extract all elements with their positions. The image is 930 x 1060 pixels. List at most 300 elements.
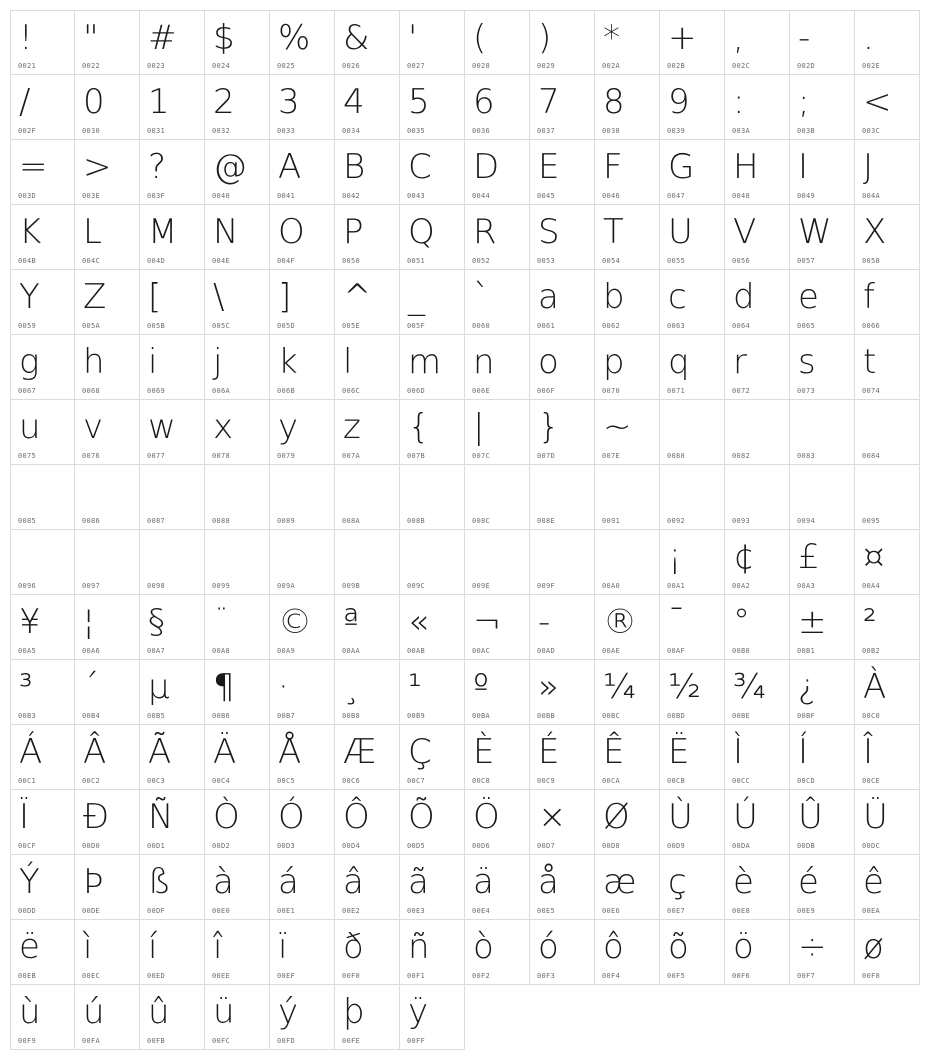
glyph-char: % <box>278 18 311 58</box>
glyph-char: ÿ <box>408 992 429 1032</box>
glyph-code: 00F1 <box>407 972 426 980</box>
glyph-code: 006D <box>407 387 426 395</box>
glyph-code: 0043 <box>407 192 426 200</box>
glyph-cell <box>660 140 725 205</box>
glyph-code: 0074 <box>862 387 881 395</box>
glyph-code: 0024 <box>212 62 231 70</box>
glyph-cell <box>270 660 335 725</box>
glyph-code: 008E <box>537 517 556 525</box>
glyph-code: 00F9 <box>18 1037 37 1045</box>
glyph-char: j <box>213 342 223 382</box>
glyph-cell <box>530 335 595 400</box>
glyph-code: 00E6 <box>602 907 621 915</box>
glyph-cell <box>855 465 920 530</box>
glyph-code: 00B7 <box>277 712 296 720</box>
glyph-cell <box>400 10 465 75</box>
glyph-char: R <box>473 212 497 252</box>
glyph-code: 0067 <box>18 387 37 395</box>
glyph-char: _ <box>408 277 425 317</box>
glyph-char: 8 <box>603 82 625 122</box>
glyph-code: 00D1 <box>147 842 166 850</box>
glyph-cell <box>790 205 855 270</box>
glyph-cell <box>10 140 75 205</box>
glyph-char: Å <box>278 732 302 772</box>
glyph-cell <box>75 530 140 595</box>
glyph-cell <box>140 10 205 75</box>
glyph-char: » <box>538 667 559 707</box>
glyph-code: 0077 <box>147 452 166 460</box>
glyph-cell <box>855 660 920 725</box>
glyph-char: - <box>798 18 811 58</box>
glyph-char: ù <box>19 992 41 1032</box>
glyph-char: e <box>798 277 819 317</box>
glyph-char: - <box>538 602 551 642</box>
glyph-cell <box>465 75 530 140</box>
glyph-char: È <box>473 732 495 772</box>
glyph-code: 00CC <box>732 777 751 785</box>
glyph-cell <box>790 855 855 920</box>
glyph-code: 007C <box>472 452 491 460</box>
glyph-code: 00DB <box>797 842 816 850</box>
glyph-char: K <box>19 212 42 252</box>
glyph-char: Ë <box>668 732 690 772</box>
glyph-char: : <box>733 82 745 122</box>
glyph-code: 0045 <box>537 192 556 200</box>
glyph-code: 0092 <box>667 517 686 525</box>
glyph-cell <box>335 205 400 270</box>
glyph-char: I <box>798 147 809 187</box>
glyph-code: 00F3 <box>537 972 556 980</box>
glyph-cell <box>335 790 400 855</box>
glyph-char: Ñ <box>148 797 174 837</box>
glyph-code: 007D <box>537 452 556 460</box>
glyph-code: 006C <box>342 387 361 395</box>
glyph-char: < <box>863 82 892 122</box>
glyph-char: ' <box>408 18 418 58</box>
glyph-code: 0032 <box>212 127 231 135</box>
glyph-char: > <box>83 147 112 187</box>
glyph-code: 009A <box>277 582 296 590</box>
glyph-char: g <box>19 342 40 382</box>
glyph-char: ° <box>733 602 750 642</box>
glyph-code: 002A <box>602 62 621 70</box>
glyph-cell <box>75 75 140 140</box>
glyph-char: Ã <box>148 732 172 772</box>
glyph-code: 00D6 <box>472 842 491 850</box>
glyph-char: C <box>408 147 432 187</box>
glyph-cell <box>660 335 725 400</box>
glyph-cell <box>205 660 270 725</box>
glyph-cell <box>140 530 205 595</box>
glyph-cell <box>855 270 920 335</box>
glyph-code: 00B1 <box>797 647 816 655</box>
glyph-cell <box>790 725 855 790</box>
glyph-cell <box>790 465 855 530</box>
glyph-char: l <box>343 342 353 382</box>
glyph-code: 0094 <box>797 517 816 525</box>
glyph-cell <box>205 920 270 985</box>
glyph-cell <box>855 855 920 920</box>
glyph-code: 00BA <box>472 712 491 720</box>
glyph-char: i <box>148 342 158 382</box>
glyph-code: 0029 <box>537 62 556 70</box>
glyph-char: Ð <box>83 797 110 837</box>
glyph-code: 0026 <box>342 62 361 70</box>
glyph-cell <box>595 595 660 660</box>
glyph-cell <box>465 335 530 400</box>
glyph-char: 9 <box>668 82 690 122</box>
glyph-code: 0056 <box>732 257 751 265</box>
glyph-code: 005C <box>212 322 231 330</box>
glyph-cell <box>465 595 530 660</box>
glyph-char: Ç <box>408 732 432 772</box>
glyph-cell <box>10 75 75 140</box>
glyph-cell <box>725 400 790 465</box>
glyph-code: 002D <box>797 62 816 70</box>
glyph-grid <box>10 10 920 1050</box>
glyph-cell <box>595 725 660 790</box>
glyph-code: 007A <box>342 452 361 460</box>
glyph-code: 00E4 <box>472 907 491 915</box>
glyph-char: Þ <box>83 862 104 902</box>
glyph-cell <box>140 400 205 465</box>
glyph-code: 00D0 <box>82 842 101 850</box>
glyph-cell <box>660 205 725 270</box>
glyph-code: 00D7 <box>537 842 556 850</box>
glyph-char: X <box>863 212 887 252</box>
glyph-code: 0055 <box>667 257 686 265</box>
glyph-code: 0047 <box>667 192 686 200</box>
glyph-cell <box>10 270 75 335</box>
glyph-char: 6 <box>473 82 495 122</box>
glyph-cell <box>465 920 530 985</box>
glyph-code: 005A <box>82 322 101 330</box>
glyph-cell <box>140 660 205 725</box>
glyph-char: U <box>668 212 693 252</box>
glyph-code: 0062 <box>602 322 621 330</box>
glyph-code: 00CA <box>602 777 621 785</box>
glyph-char: û <box>148 992 170 1032</box>
glyph-code: 004B <box>18 257 37 265</box>
glyph-char: Q <box>408 212 435 252</box>
glyph-code: 00A4 <box>862 582 881 590</box>
glyph-code: 0044 <box>472 192 491 200</box>
glyph-cell <box>10 400 75 465</box>
glyph-char: à <box>213 862 234 902</box>
glyph-code: 00DD <box>18 907 37 915</box>
glyph-cell <box>790 595 855 660</box>
glyph-code: 00D8 <box>602 842 621 850</box>
glyph-code: 0069 <box>147 387 166 395</box>
glyph-cell <box>140 725 205 790</box>
glyph-cell <box>725 790 790 855</box>
glyph-code: 00DA <box>732 842 751 850</box>
glyph-cell <box>465 725 530 790</box>
glyph-code: 00B8 <box>342 712 361 720</box>
glyph-char: ~ <box>603 407 632 447</box>
glyph-code: 00AE <box>602 647 621 655</box>
glyph-cell <box>855 10 920 75</box>
glyph-code: 00E8 <box>732 907 751 915</box>
glyph-char: + <box>668 18 697 58</box>
glyph-cell <box>10 725 75 790</box>
glyph-cell <box>465 270 530 335</box>
glyph-code: 00E1 <box>277 907 296 915</box>
glyph-code: 0086 <box>82 517 101 525</box>
glyph-cell <box>855 400 920 465</box>
glyph-char: P <box>343 212 364 252</box>
glyph-code: 003D <box>18 192 37 200</box>
glyph-code: 004D <box>147 257 166 265</box>
glyph-code: 00FC <box>212 1037 231 1045</box>
glyph-code: 00FD <box>277 1037 296 1045</box>
glyph-code: 00BD <box>667 712 686 720</box>
glyph-cell <box>270 270 335 335</box>
glyph-code: 00A9 <box>277 647 296 655</box>
glyph-cell <box>140 790 205 855</box>
glyph-char: ¡ <box>668 537 682 577</box>
glyph-cell <box>140 205 205 270</box>
glyph-code: 0054 <box>602 257 621 265</box>
glyph-cell <box>75 465 140 530</box>
glyph-cell <box>335 920 400 985</box>
glyph-char: # <box>148 18 177 58</box>
glyph-char: x <box>213 407 234 447</box>
glyph-code: 0028 <box>472 62 491 70</box>
glyph-code: 00A7 <box>147 647 166 655</box>
glyph-cell <box>465 660 530 725</box>
glyph-char: Ï <box>19 797 30 837</box>
glyph-char: Z <box>83 277 107 317</box>
glyph-cell <box>660 75 725 140</box>
glyph-cell <box>400 855 465 920</box>
glyph-char: ± <box>798 602 827 642</box>
glyph-cell <box>205 790 270 855</box>
glyph-char: = <box>19 147 48 187</box>
glyph-code: 00B5 <box>147 712 166 720</box>
glyph-cell <box>790 790 855 855</box>
glyph-code: 00EC <box>82 972 101 980</box>
glyph-code: 00EB <box>18 972 37 980</box>
glyph-code: 002E <box>862 62 881 70</box>
glyph-cell <box>725 10 790 75</box>
glyph-char: ½ <box>668 667 701 707</box>
glyph-cell <box>205 400 270 465</box>
glyph-cell <box>400 335 465 400</box>
glyph-code: 00F7 <box>797 972 816 980</box>
glyph-char: Æ <box>343 732 377 772</box>
glyph-code: 005B <box>147 322 166 330</box>
glyph-code: 008A <box>342 517 361 525</box>
glyph-code: 00BC <box>602 712 621 720</box>
glyph-code: 0070 <box>602 387 621 395</box>
glyph-code: 007E <box>602 452 621 460</box>
glyph-code: 00D4 <box>342 842 361 850</box>
glyph-code: 00DE <box>82 907 101 915</box>
glyph-code: 005F <box>407 322 426 330</box>
glyph-code: 0088 <box>212 517 231 525</box>
glyph-code: 0046 <box>602 192 621 200</box>
glyph-char: z <box>343 407 361 447</box>
glyph-cell <box>790 920 855 985</box>
glyph-code: 0049 <box>797 192 816 200</box>
glyph-cell <box>725 855 790 920</box>
glyph-code: 00BB <box>537 712 556 720</box>
glyph-code: 00E3 <box>407 907 426 915</box>
glyph-code: 0099 <box>212 582 231 590</box>
glyph-char: × <box>538 797 567 837</box>
glyph-code: 0036 <box>472 127 491 135</box>
glyph-cell <box>75 855 140 920</box>
glyph-cell <box>400 205 465 270</box>
glyph-code: 0041 <box>277 192 296 200</box>
glyph-char: ý <box>278 992 299 1032</box>
glyph-char: ¨ <box>213 602 230 642</box>
glyph-char: ó <box>538 927 559 967</box>
glyph-char: , <box>733 18 744 58</box>
glyph-char: Ô <box>343 797 370 837</box>
glyph-cell <box>530 205 595 270</box>
glyph-char: Õ <box>408 797 435 837</box>
glyph-char: ¾ <box>733 667 766 707</box>
glyph-char: h <box>83 342 105 382</box>
glyph-code: 0098 <box>147 582 166 590</box>
glyph-char: ç <box>668 862 687 902</box>
glyph-char: º <box>473 667 490 707</box>
glyph-cell <box>725 335 790 400</box>
glyph-code: 0064 <box>732 322 751 330</box>
glyph-cell <box>10 920 75 985</box>
glyph-code: 00AF <box>667 647 686 655</box>
glyph-char: ø <box>863 927 884 967</box>
glyph-char: ² <box>863 602 877 642</box>
glyph-char: ? <box>148 147 167 187</box>
glyph-cell <box>855 595 920 660</box>
glyph-cell <box>465 205 530 270</box>
glyph-cell <box>790 75 855 140</box>
glyph-code: 00A2 <box>732 582 751 590</box>
glyph-code: 0034 <box>342 127 361 135</box>
glyph-cell <box>270 725 335 790</box>
glyph-cell <box>205 335 270 400</box>
glyph-cell <box>855 335 920 400</box>
glyph-cell <box>75 790 140 855</box>
glyph-cell <box>75 335 140 400</box>
glyph-char: Ø <box>603 797 630 837</box>
glyph-code: 00B4 <box>82 712 101 720</box>
glyph-code: 00B6 <box>212 712 231 720</box>
glyph-char: Ì <box>733 732 744 772</box>
glyph-code: 00DC <box>862 842 881 850</box>
glyph-char: Ä <box>213 732 237 772</box>
glyph-char: y <box>278 407 299 447</box>
glyph-code: 00C8 <box>472 777 491 785</box>
glyph-code: 00D9 <box>667 842 686 850</box>
glyph-code: 0063 <box>667 322 686 330</box>
glyph-cell <box>140 75 205 140</box>
glyph-char: b <box>603 277 625 317</box>
glyph-cell <box>530 660 595 725</box>
glyph-char: t <box>863 342 877 382</box>
glyph-code: 00EA <box>862 907 881 915</box>
glyph-cell <box>725 660 790 725</box>
glyph-char: @ <box>213 147 247 187</box>
glyph-code: 009B <box>342 582 361 590</box>
glyph-char: ë <box>19 927 40 967</box>
glyph-char: 5 <box>408 82 430 122</box>
glyph-char: r <box>733 342 747 382</box>
glyph-char: S <box>538 212 560 252</box>
glyph-code: 00C0 <box>862 712 881 720</box>
glyph-cell <box>270 595 335 660</box>
glyph-code: 00EF <box>277 972 296 980</box>
glyph-code: 00DF <box>147 907 166 915</box>
glyph-cell <box>75 920 140 985</box>
glyph-code: 0042 <box>342 192 361 200</box>
glyph-char: F <box>603 147 623 187</box>
glyph-code: 002F <box>18 127 37 135</box>
glyph-cell <box>10 205 75 270</box>
glyph-code: 0071 <box>667 387 686 395</box>
glyph-cell <box>530 595 595 660</box>
glyph-cell <box>725 920 790 985</box>
glyph-code: 003E <box>82 192 101 200</box>
glyph-code: 00F4 <box>602 972 621 980</box>
glyph-code: 00CB <box>667 777 686 785</box>
glyph-code: 003A <box>732 127 751 135</box>
glyph-code: 006F <box>537 387 556 395</box>
glyph-code: 007B <box>407 452 426 460</box>
glyph-code: 0052 <box>472 257 491 265</box>
glyph-cell <box>725 270 790 335</box>
glyph-char: ú <box>83 992 105 1032</box>
glyph-cell <box>530 75 595 140</box>
glyph-cell <box>465 790 530 855</box>
glyph-cell <box>75 725 140 790</box>
glyph-char: 1 <box>148 82 170 122</box>
glyph-char: | <box>473 407 485 447</box>
glyph-cell <box>335 855 400 920</box>
glyph-cell <box>595 270 660 335</box>
glyph-code: 009C <box>407 582 426 590</box>
glyph-char: Ó <box>278 797 305 837</box>
glyph-cell <box>75 660 140 725</box>
glyph-char: ` <box>473 277 490 317</box>
glyph-cell <box>725 140 790 205</box>
glyph-char: a <box>538 277 559 317</box>
glyph-code: 0065 <box>797 322 816 330</box>
glyph-char: « <box>408 602 429 642</box>
glyph-char: G <box>668 147 695 187</box>
glyph-cell <box>205 985 270 1050</box>
glyph-cell <box>335 140 400 205</box>
glyph-code: 009E <box>472 582 491 590</box>
glyph-cell <box>595 660 660 725</box>
glyph-code: 0039 <box>667 127 686 135</box>
glyph-code: 0050 <box>342 257 361 265</box>
glyph-char: ¶ <box>213 667 235 707</box>
glyph-cell <box>465 855 530 920</box>
glyph-char: ¿ <box>798 667 817 707</box>
glyph-cell <box>855 205 920 270</box>
glyph-char: s <box>798 342 816 382</box>
glyph-code: 00C6 <box>342 777 361 785</box>
glyph-char: ã <box>408 862 429 902</box>
glyph-cell <box>855 920 920 985</box>
glyph-code: 00C4 <box>212 777 231 785</box>
glyph-cell <box>10 855 75 920</box>
glyph-cell <box>855 140 920 205</box>
